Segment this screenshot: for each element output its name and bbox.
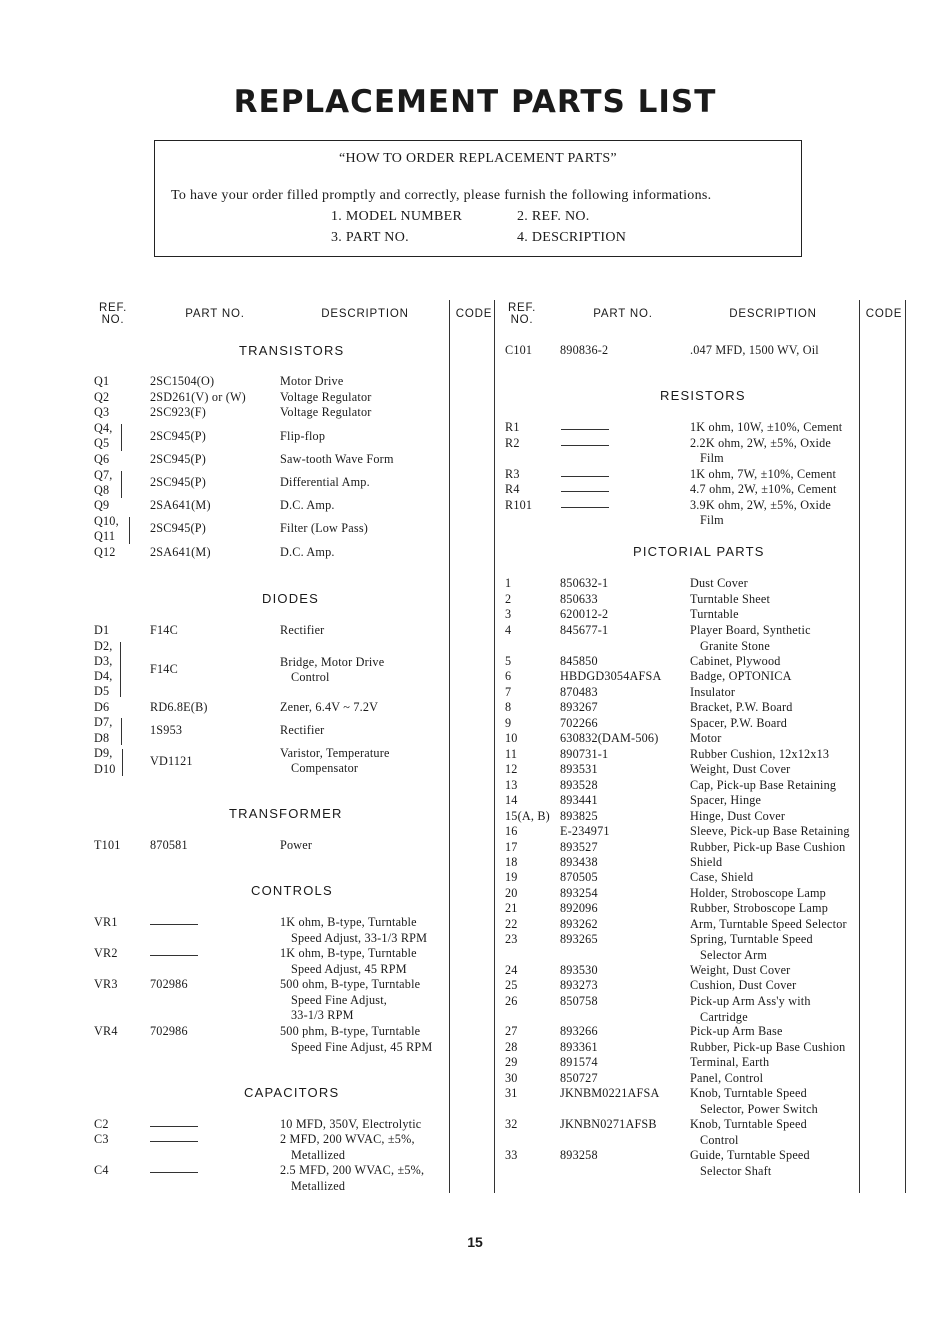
description: 10 MFD, 350V, Electrolytic <box>280 1117 422 1131</box>
pictorial-ref: 33 <box>505 1148 518 1162</box>
part-no: 702986 <box>150 977 188 991</box>
pictorial-ref: 18 <box>505 855 518 869</box>
part-no: 893273 <box>560 978 598 992</box>
ref-q6: Q6 <box>94 452 110 466</box>
description: Cabinet, Plywood <box>690 654 781 668</box>
pictorial-ref: 20 <box>505 886 518 900</box>
description: Turntable <box>690 607 739 621</box>
ref-q11: Q11 <box>94 529 116 543</box>
description: Saw-tooth Wave Form <box>280 452 394 466</box>
description: Sleeve, Pick-up Base Retaining <box>690 824 850 838</box>
section-heading-transistors: TRANSISTORS <box>239 343 345 358</box>
description: 1K ohm, 7W, ±10%, Cement <box>690 467 837 481</box>
description: Weight, Dust Cover <box>690 762 791 776</box>
part-no: 890836-2 <box>560 343 609 357</box>
part-no: 893254 <box>560 886 598 900</box>
pictorial-ref: 8 <box>505 700 512 714</box>
description: 33-1/3 RPM <box>291 1008 354 1022</box>
ref-r2: R2 <box>505 436 520 450</box>
description: Holder, Stroboscope Lamp <box>690 886 826 900</box>
description: Speed Adjust, 45 RPM <box>291 962 407 976</box>
part-no: F14C <box>150 623 178 637</box>
no-part-number-dash <box>561 476 609 477</box>
part-no: 893527 <box>560 840 598 854</box>
pictorial-ref: 23 <box>505 932 518 946</box>
part-no: 620012-2 <box>560 607 609 621</box>
description: Knob, Turntable Speed <box>690 1086 807 1100</box>
no-part-number-dash <box>561 429 609 430</box>
description: D.C. Amp. <box>280 498 335 512</box>
description: Rubber Cushion, 12x12x13 <box>690 747 830 761</box>
ref-d2: D2, <box>94 639 113 653</box>
description: Hinge, Dust Cover <box>690 809 786 823</box>
description: 2.5 MFD, 200 WVAC, ±5%, <box>280 1163 425 1177</box>
pictorial-ref: 27 <box>505 1024 518 1038</box>
part-no: 893528 <box>560 778 598 792</box>
code-column-rule-right <box>859 300 860 1193</box>
part-no-header: PART NO. <box>185 308 245 320</box>
description: Terminal, Earth <box>690 1055 770 1069</box>
ref-d9: D9, <box>94 746 113 760</box>
ref-bracket <box>121 424 122 451</box>
pictorial-ref: 29 <box>505 1055 518 1069</box>
part-no: 893441 <box>560 793 598 807</box>
description: Dust Cover <box>690 576 748 590</box>
ref-d1: D1 <box>94 623 110 637</box>
ref-d3: D3, <box>94 654 113 668</box>
pictorial-ref: 15(A, B) <box>505 809 550 823</box>
part-no: 892096 <box>560 901 598 915</box>
ref-d5: D5 <box>94 684 110 698</box>
description: Compensator <box>291 761 359 775</box>
code-column-rule <box>449 300 450 1193</box>
part-no: 850727 <box>560 1071 598 1085</box>
ref-q12: Q12 <box>94 545 116 559</box>
ref-d7: D7, <box>94 715 113 729</box>
description: .047 MFD, 1500 WV, Oil <box>690 343 819 357</box>
description: Spacer, Hinge <box>690 793 762 807</box>
no-part-number-dash <box>561 491 609 492</box>
description: Panel, Control <box>690 1071 764 1085</box>
section-heading-pictorial-parts: PICTORIAL PARTS <box>633 544 765 559</box>
ref-q5: Q5 <box>94 436 110 450</box>
description: D.C. Amp. <box>280 545 335 559</box>
description: Flip-flop <box>280 429 326 443</box>
pictorial-ref: 5 <box>505 654 512 668</box>
description: Control <box>700 1132 739 1147</box>
ref-t101: T101 <box>94 838 121 852</box>
part-no: 2SA641(M) <box>150 545 211 559</box>
description: Selector Arm <box>700 947 768 962</box>
ref-q4: Q4, <box>94 421 113 435</box>
order-item-model-number: 1. MODEL NUMBER <box>331 209 463 224</box>
pictorial-ref: 19 <box>505 870 518 884</box>
pictorial-ref: 22 <box>505 917 518 931</box>
part-no: 893265 <box>560 932 598 946</box>
description: Spacer, P.W. Board <box>690 716 788 730</box>
part-no: 893361 <box>560 1040 598 1054</box>
description: Film <box>700 513 724 527</box>
description: Case, Shield <box>690 870 754 884</box>
part-no: 893258 <box>560 1148 598 1162</box>
no-part-number-dash <box>150 1172 198 1173</box>
description: Bridge, Motor Drive <box>280 655 385 669</box>
pictorial-ref: 21 <box>505 901 518 915</box>
section-heading-controls: CONTROLS <box>251 883 333 898</box>
part-no: 702266 <box>560 716 598 730</box>
order-item-description: 4. DESCRIPTION <box>517 230 627 245</box>
pictorial-ref: 10 <box>505 731 518 745</box>
part-no: 893266 <box>560 1024 598 1038</box>
ref-no-header: REF. NO. <box>98 302 128 326</box>
description: Weight, Dust Cover <box>690 963 791 977</box>
ref-c101: C101 <box>505 343 533 357</box>
pictorial-ref: 28 <box>505 1040 518 1054</box>
part-no: 2SC945(P) <box>150 452 206 466</box>
description: Player Board, Synthetic <box>690 623 811 637</box>
part-no: HBDGD3054AFSA <box>560 669 662 683</box>
description: Speed Fine Adjust, 45 RPM <box>291 1040 433 1054</box>
part-no: 891574 <box>560 1055 598 1069</box>
description: Metallized <box>291 1179 346 1193</box>
no-part-number-dash <box>150 1126 198 1127</box>
pictorial-ref: 25 <box>505 978 518 992</box>
ref-bracket <box>121 471 122 498</box>
part-no-header-right: PART NO. <box>593 308 653 320</box>
part-no: 630832(DAM-506) <box>560 731 659 745</box>
description: Varistor, Temperature <box>280 746 390 760</box>
ref-r101: R101 <box>505 498 533 512</box>
code-header: CODE <box>455 308 493 320</box>
no-part-number-dash <box>150 955 198 956</box>
description: Rubber, Stroboscope Lamp <box>690 901 829 915</box>
description: 2.2K ohm, 2W, ±5%, Oxide <box>690 436 832 450</box>
pictorial-ref: 3 <box>505 607 512 621</box>
part-no: 850758 <box>560 994 598 1008</box>
part-no: JKNBN0271AFSB <box>560 1117 657 1131</box>
pictorial-ref: 24 <box>505 963 518 977</box>
pictorial-ref: 16 <box>505 824 518 838</box>
part-no: 850632-1 <box>560 576 609 590</box>
description: Arm, Turntable Speed Selector <box>690 917 847 931</box>
ref-r3: R3 <box>505 467 520 481</box>
part-no: 870581 <box>150 838 188 852</box>
ref-q9: Q9 <box>94 498 110 512</box>
description: Film <box>700 451 724 465</box>
ref-c2: C2 <box>94 1117 109 1131</box>
pictorial-ref: 12 <box>505 762 518 776</box>
part-no: 2SA641(M) <box>150 498 211 512</box>
ref-q1: Q1 <box>94 374 110 388</box>
section-heading-resistors: RESISTORS <box>660 388 746 403</box>
description: Guide, Turntable Speed <box>690 1148 810 1162</box>
description: 4.7 ohm, 2W, ±10%, Cement <box>690 482 837 496</box>
ref-d8: D8 <box>94 731 110 745</box>
pictorial-ref: 7 <box>505 685 512 699</box>
part-no: 870505 <box>560 870 598 884</box>
ref-c3: C3 <box>94 1132 109 1146</box>
description: Rubber, Pick-up Base Cushion <box>690 1040 846 1054</box>
part-no: 2SC923(F) <box>150 405 206 419</box>
part-no: 845677-1 <box>560 623 609 637</box>
ref-q8: Q8 <box>94 483 110 497</box>
pictorial-ref: 13 <box>505 778 518 792</box>
part-no: 845850 <box>560 654 598 668</box>
ref-vr1: VR1 <box>94 915 118 929</box>
ref-q7: Q7, <box>94 468 113 482</box>
part-no: VD1121 <box>150 754 193 768</box>
part-no: 890731-1 <box>560 747 609 761</box>
ref-r4: R4 <box>505 482 520 496</box>
part-no: 2SC945(P) <box>150 429 206 443</box>
description: Speed Adjust, 33-1/3 RPM <box>291 931 428 945</box>
order-instruction: To have your order filled promptly and correctly, please furnish the following informations. <box>171 188 712 203</box>
description: Pick-up Arm Ass'y with <box>690 994 811 1008</box>
description: Selector Shaft <box>700 1163 772 1178</box>
part-no: 893530 <box>560 963 598 977</box>
description: 500 ohm, B-type, Turntable <box>280 977 421 991</box>
section-heading-transformer: TRANSFORMER <box>229 806 343 821</box>
part-no: RD6.8E(B) <box>150 700 208 714</box>
description: Turntable Sheet <box>690 592 771 606</box>
ref-bracket <box>122 749 123 776</box>
order-item-ref-no: 2. REF. NO. <box>517 209 590 224</box>
part-no: 2SC945(P) <box>150 521 206 535</box>
code-header-right: CODE <box>865 308 903 320</box>
pictorial-ref: 31 <box>505 1086 518 1100</box>
ref-bracket <box>120 642 121 697</box>
description: 500 phm, B-type, Turntable <box>280 1024 421 1038</box>
page-title: REPLACEMENT PARTS LIST <box>233 84 717 120</box>
description: Rectifier <box>280 723 325 737</box>
description: Badge, OPTONICA <box>690 669 792 683</box>
no-part-number-dash <box>150 924 198 925</box>
description: Power <box>280 838 313 852</box>
pictorial-ref: 4 <box>505 623 512 637</box>
code-column-rule-right <box>905 300 906 1193</box>
pictorial-ref: 14 <box>505 793 518 807</box>
pictorial-ref: 26 <box>505 994 518 1008</box>
description: Speed Fine Adjust, <box>291 993 388 1007</box>
part-no: 870483 <box>560 685 598 699</box>
description: Insulator <box>690 685 736 699</box>
pictorial-ref: 6 <box>505 669 512 683</box>
description: Cushion, Dust Cover <box>690 978 797 992</box>
description-header: DESCRIPTION <box>321 308 409 320</box>
description: Shield <box>690 855 723 869</box>
ref-vr4: VR4 <box>94 1024 118 1038</box>
part-no: 2SC945(P) <box>150 475 206 489</box>
description: 3.9K ohm, 2W, ±5%, Oxide <box>690 498 832 512</box>
ref-no-header-right: REF. NO. <box>507 302 537 326</box>
pictorial-ref: 30 <box>505 1071 518 1085</box>
description: Voltage Regulator <box>280 390 372 404</box>
part-no: F14C <box>150 662 178 676</box>
ref-d10: D10 <box>94 762 116 776</box>
pictorial-ref: 32 <box>505 1117 518 1131</box>
ref-bracket <box>121 718 122 745</box>
part-no: 702986 <box>150 1024 188 1038</box>
part-no: 893438 <box>560 855 598 869</box>
part-no: E-234971 <box>560 824 610 838</box>
ref-r1: R1 <box>505 420 520 434</box>
description: Selector, Power Switch <box>700 1101 818 1116</box>
description: Knob, Turntable Speed <box>690 1117 807 1131</box>
description: Granite Stone <box>700 638 770 653</box>
section-heading-capacitors: CAPACITORS <box>244 1085 340 1100</box>
description: Differential Amp. <box>280 475 370 489</box>
code-column-rule <box>494 300 495 1193</box>
ref-q10: Q10, <box>94 514 119 528</box>
ref-d4: D4, <box>94 669 113 683</box>
ref-vr3: VR3 <box>94 977 118 991</box>
part-no: 1S953 <box>150 723 183 737</box>
description: Bracket, P.W. Board <box>690 700 793 714</box>
description: Voltage Regulator <box>280 405 372 419</box>
section-heading-diodes: DIODES <box>262 591 320 606</box>
no-part-number-dash <box>561 507 609 508</box>
ref-d6: D6 <box>94 700 110 714</box>
ref-q2: Q2 <box>94 390 110 404</box>
part-no: 2SC1504(O) <box>150 374 215 388</box>
part-no: 893262 <box>560 917 598 931</box>
pictorial-ref: 9 <box>505 716 512 730</box>
part-no: 850633 <box>560 592 598 606</box>
description-header-right: DESCRIPTION <box>729 308 817 320</box>
description: 1K ohm, 10W, ±10%, Cement <box>690 420 843 434</box>
part-no: 2SD261(V) or (W) <box>150 390 246 404</box>
description: 1K ohm, B-type, Turntable <box>280 915 417 929</box>
pictorial-ref: 1 <box>505 576 512 590</box>
ref-c4: C4 <box>94 1163 109 1177</box>
description: Metallized <box>291 1148 346 1162</box>
description: 1K ohm, B-type, Turntable <box>280 946 417 960</box>
part-no: 893531 <box>560 762 598 776</box>
description: Motor Drive <box>280 374 344 388</box>
part-no: 893825 <box>560 809 598 823</box>
description: Rubber, Pick-up Base Cushion <box>690 840 846 854</box>
description: Motor <box>690 731 722 745</box>
order-heading: “HOW TO ORDER REPLACEMENT PARTS” <box>339 151 617 166</box>
order-instructions-box <box>154 140 802 257</box>
description: Cap, Pick-up Base Retaining <box>690 778 837 792</box>
no-part-number-dash <box>561 445 609 446</box>
order-item-part-no: 3. PART NO. <box>331 230 409 245</box>
description: Filter (Low Pass) <box>280 521 369 535</box>
ref-q3: Q3 <box>94 405 110 419</box>
pictorial-ref: 11 <box>505 747 518 761</box>
no-part-number-dash <box>150 1141 198 1142</box>
description: Pick-up Arm Base <box>690 1024 783 1038</box>
description: Zener, 6.4V ~ 7.2V <box>280 700 379 714</box>
pictorial-ref: 17 <box>505 840 518 854</box>
ref-vr2: VR2 <box>94 946 118 960</box>
description: Rectifier <box>280 623 325 637</box>
description: Cartridge <box>700 1009 748 1024</box>
pictorial-ref: 2 <box>505 592 512 606</box>
description: Control <box>291 670 330 684</box>
part-no: JKNBM0221AFSA <box>560 1086 660 1100</box>
description: 2 MFD, 200 WVAC, ±5%, <box>280 1132 415 1146</box>
ref-bracket <box>129 517 130 544</box>
part-no: 893267 <box>560 700 598 714</box>
page-number: 15 <box>467 1234 483 1250</box>
description: Spring, Turntable Speed <box>690 932 813 946</box>
